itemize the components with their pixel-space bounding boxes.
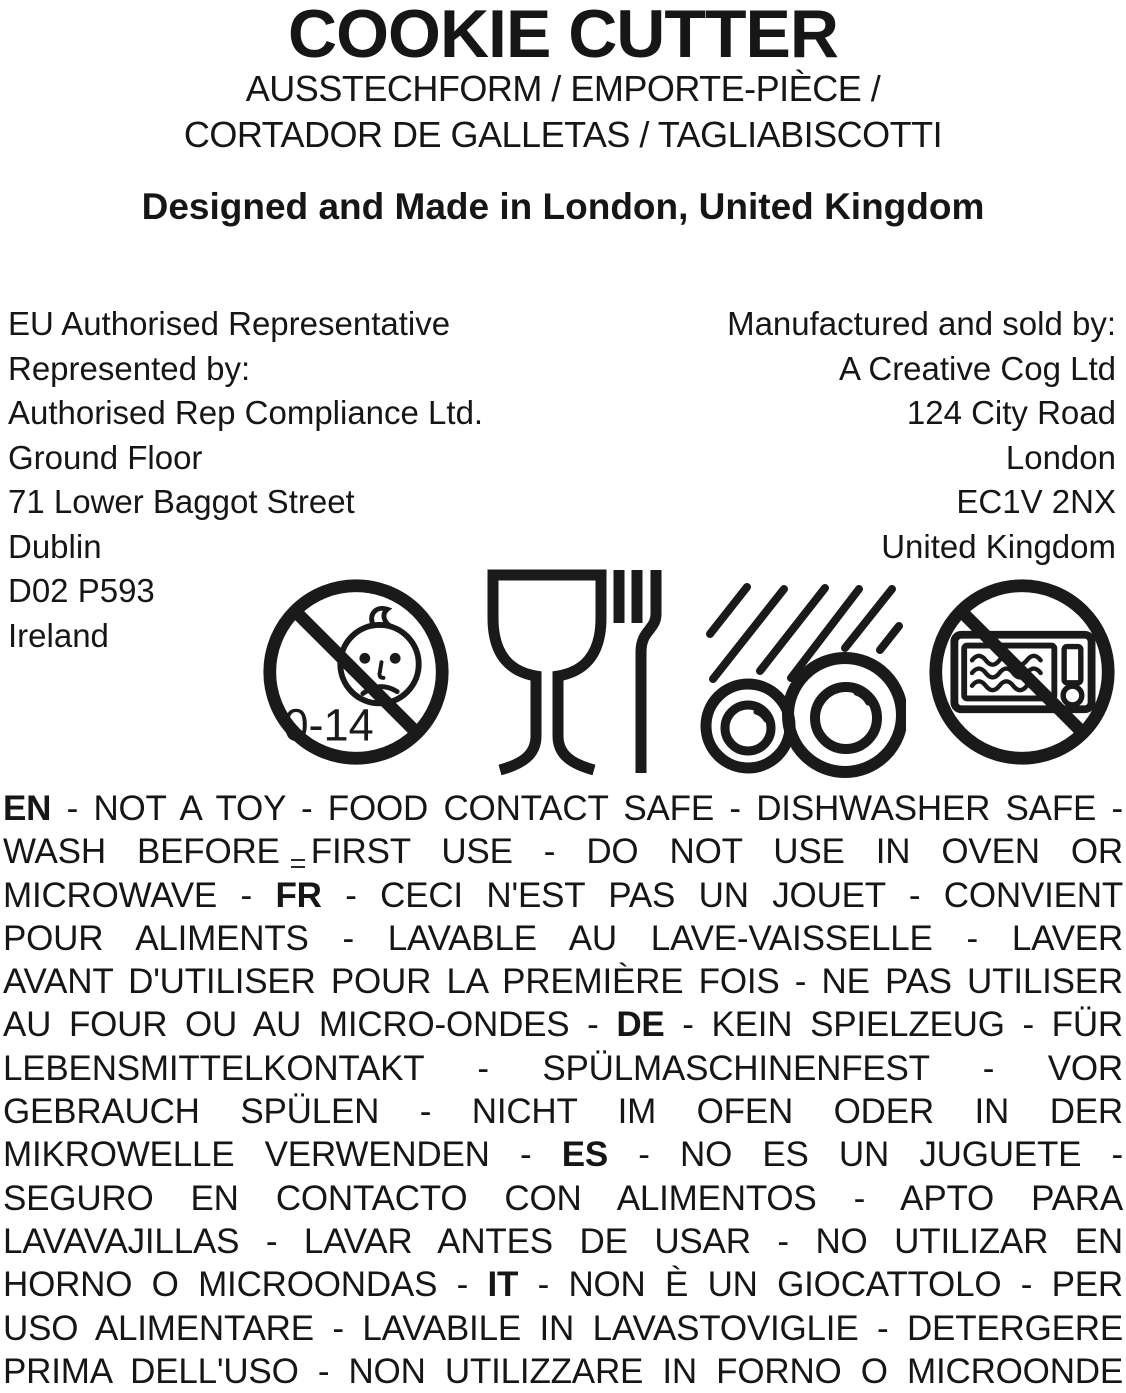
- warning-text: AU FOUR OU AU MICRO-ONDES -: [3, 1005, 617, 1045]
- address-line: United Kingdom: [881, 527, 1116, 565]
- warning-text: AVANT D'UTILISER POUR LA PREMIÈRE FOIS - NE PAS UTILISER: [3, 962, 1123, 1002]
- warning-text: LEBENSMITTELKONTAKT - SPÜLMASCHINENFEST - VOR: [3, 1048, 1123, 1088]
- warning-text: HORNO O MICROONDAS -: [3, 1265, 488, 1305]
- warning-text: LAVAVAJILLAS - LAVAR ANTES DE USAR - NO UTILIZAR EN: [3, 1221, 1123, 1261]
- product-title: COOKIE CUTTER: [288, 0, 838, 72]
- warning-text: SEGURO EN CONTACTO CON ALIMENTOS - APTO PARA: [3, 1178, 1123, 1218]
- address-line: A Creative Cog Ltd: [839, 349, 1116, 387]
- warning-line: [3, 874, 1123, 917]
- address-line: Represented by:: [8, 349, 251, 387]
- address-line: Ground Floor: [8, 438, 203, 476]
- age-range-label: 0-14: [283, 699, 374, 751]
- warning-text: - KEIN SPIELZEUG - FÜR: [664, 1005, 1123, 1045]
- language-code: EN: [3, 789, 52, 828]
- warning-line: [3, 1307, 1123, 1350]
- food-contact-safe-icon: [482, 566, 672, 778]
- address-line: EC1V 2NX: [956, 483, 1116, 520]
- address-line: Authorised Rep Compliance Ltd.: [8, 394, 484, 431]
- warning-line: [3, 1177, 1123, 1220]
- warning-text: - CECI N'EST PAS UN JOUET - CONVIENT: [321, 875, 1123, 915]
- language-code: IT: [487, 1265, 519, 1305]
- language-code: ES: [561, 1135, 609, 1175]
- warning-text: POUR ALIMENTS - LAVABLE AU LAVE-VAISSELLE - LAVER: [3, 918, 1123, 958]
- address-line: London: [1005, 438, 1116, 476]
- address-line: Ireland: [8, 616, 109, 654]
- warning-line: [3, 1133, 1123, 1176]
- not-for-children-0-14-icon: [258, 572, 454, 772]
- made-in-statement: Designed and Made in London, United Kingdom: [141, 186, 985, 227]
- warning-line: [3, 960, 1123, 1003]
- warning-line: [3, 1003, 1123, 1046]
- dishwasher-safe-icon: [696, 568, 906, 778]
- address-line: Dublin: [8, 527, 102, 565]
- warning-line: [3, 1263, 1123, 1306]
- warning-line: [3, 1220, 1123, 1263]
- warning-line: [3, 787, 1123, 830]
- print-artifact-mark: [291, 859, 305, 868]
- address-line: 71 Lower Baggot Street: [8, 483, 355, 520]
- address-line: D02 P593: [8, 572, 155, 609]
- warning-line: [3, 917, 1123, 960]
- multilingual-warnings: [3, 787, 1123, 1393]
- warning-text: MIKROWELLE VERWENDEN -: [3, 1135, 562, 1175]
- translation-line-1: AUSSTECHFORM / EMPORTE-PIÈCE /: [245, 68, 881, 109]
- manufacturer-block: [727, 302, 1116, 569]
- language-code: FR: [275, 875, 322, 915]
- address-line: 124 City Road: [906, 394, 1116, 431]
- warning-text: MICROWAVE -: [3, 875, 276, 915]
- warning-text: WASH BEFORE FIRST USE - DO NOT USE IN OVEN OR: [3, 832, 1123, 872]
- translation-line-2: CORTADOR DE GALLETAS / TAGLIABISCOTTI: [183, 114, 943, 155]
- warning-text: - NON È UN GIOCATTOLO - PER: [518, 1265, 1123, 1305]
- warning-text: USO ALIMENTARE - LAVABILE IN LAVASTOVIGLIE - DETERGERE: [3, 1308, 1123, 1348]
- warning-line: [3, 1047, 1123, 1090]
- language-code: DE: [616, 1005, 665, 1045]
- warning-text: PRIMA DELL'USO - NON UTILIZZARE IN FORNO O MICROONDE: [3, 1351, 1123, 1391]
- warning-line: [3, 1350, 1123, 1393]
- warning-text: GEBRAUCH SPÜLEN - NICHT IM OFEN ODER IN DER: [3, 1092, 1123, 1132]
- warning-line: [3, 830, 1123, 873]
- address-line: EU Authorised Representative: [8, 305, 451, 342]
- product-title-translations: [0, 66, 1126, 158]
- no-microwave-icon: [924, 572, 1120, 772]
- warning-text: - NO ES UN JUGUETE -: [608, 1135, 1123, 1175]
- address-line: Manufactured and sold by:: [727, 305, 1116, 342]
- warning-line: [3, 1090, 1123, 1133]
- warning-text: - NOT A TOY - FOOD CONTACT SAFE - DISHWASHER SAFE -: [51, 789, 1123, 828]
